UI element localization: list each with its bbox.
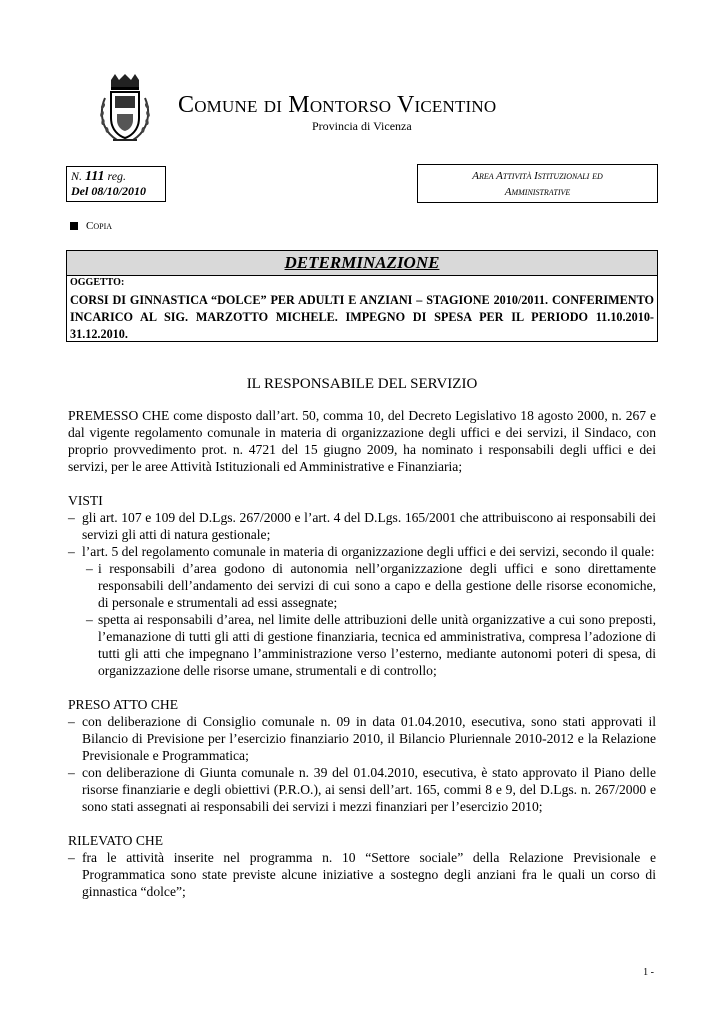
- preso-atto-item-1: con deliberazione di Consiglio comunale n. 09 in data 01.04.2010, esecutiva, sono stati approvati il Bilancio di Previsione per l’esercizio finanziario 2010, il Bilancio Pluriennale 2010-2012 e la Relazione Previsionale e Programmatica;: [82, 714, 656, 763]
- responsabile-heading: IL RESPONSABILE DEL SERVIZIO: [246, 376, 478, 392]
- registry-reg-label: reg.: [107, 169, 127, 183]
- visti-item-1: gli art. 107 e 109 del D.Lgs. 267/2000 e l’art. 4 del D.Lgs. 165/2001 che attribuiscono ai responsabili dei servizi gli atti di natura gestionale;: [82, 510, 656, 542]
- registry-n-label: N.: [71, 169, 83, 183]
- preso-atto-heading: PRESO ATTO CHE: [68, 697, 179, 712]
- rilevato-heading: RILEVATO CHE: [68, 833, 164, 848]
- dash-bullet: –: [68, 510, 75, 525]
- oggetto-label: OGGETTO:: [70, 277, 125, 288]
- dash-bullet: –: [68, 544, 75, 559]
- dash-bullet: –: [86, 612, 93, 627]
- determinazione-box: [66, 250, 658, 342]
- list-subitem: [86, 560, 656, 611]
- copia-marker: [70, 220, 112, 232]
- premesso-paragraph: PREMESSO CHE come disposto dall’art. 50, comma 10, del Decreto Legislativo 18 agosto 2000, n. 267 e dal vigente regolamento comunale in materia di organizzazione degli uffici e dei servizi, il Sindaco, con proprio provvedimento prot. n. 4721 del 15 giugno 2009, ha nominato i responsabili degli uffici e dei servizi, per le aree Attività Istituzionali ed Amministrative e Finanziaria;: [68, 408, 656, 474]
- list-subitem: [86, 611, 656, 679]
- comune-title: Comune di Montorso Vicentino: [178, 92, 497, 118]
- square-bullet-icon: [70, 222, 78, 230]
- determinazione-title: DETERMINAZIONE: [67, 251, 657, 276]
- visti-sub-2: spetta ai responsabili d’area, nel limite delle attribuzioni delle unità organizzative a cui sono preposti, l’emanazione di tutti gli atti di gestione finanziaria, tecnica ed amministrativa, compresa l’adozione di tutti gli atti che impegnano l’amministrazione verso l’esterno, mediante autonomi poteri di spesa, di organizzazione delle risorse umane, strumentali e di controllo;: [98, 612, 656, 678]
- list-item: [68, 713, 656, 764]
- document-body: [68, 407, 656, 900]
- visti-sub-1: i responsabili d’area godono di autonomia nell’organizzazione degli uffici e sono direttamente responsabili dell’andamento dei servizi di cui sono a capo e della gestione delle risorse economiche, di personale e strumentali ad essi assegnate;: [98, 561, 656, 610]
- provincia-label: Provincia di Vicenza: [312, 119, 412, 133]
- list-item: [68, 764, 656, 815]
- area-line1: Area Attività Istituzionali ed: [472, 170, 603, 182]
- visti-heading: VISTI: [68, 493, 103, 508]
- dash-bullet: –: [68, 765, 75, 780]
- copia-label: Copia: [86, 220, 113, 232]
- page-number: 1 -: [643, 967, 654, 978]
- list-item: [68, 849, 656, 900]
- registry-box: [66, 166, 166, 202]
- visti-item-2: l’art. 5 del regolamento comunale in materia di organizzazione degli uffici e dei servizi, secondo il quale:: [82, 544, 655, 559]
- rilevato-item-1: fra le attività inserite nel programma n. 10 “Settore sociale” della Relazione Previsionale e Programmatica sono state previste alcune iniziative a sostegno degli anziani fra le quali un corso di ginnastica “dolce”;: [82, 850, 656, 899]
- area-box: [417, 164, 658, 203]
- registry-number: 111: [85, 169, 105, 184]
- oggetto-subject: CORSI DI GINNASTICA “DOLCE” PER ADULTI E ANZIANI – STAGIONE 2010/2011. CONFERIMENTO INCARICO AL SIG. MARZOTTO MICHELE. IMPEGNO DI SPESA PER IL PERIODO 11.10.2010-31.12.2010.: [70, 293, 654, 341]
- municipal-crest-icon: [97, 74, 153, 146]
- dash-bullet: –: [68, 714, 75, 729]
- dash-bullet: –: [68, 850, 75, 865]
- list-item: [68, 509, 656, 543]
- area-line2: Amministrative: [504, 186, 571, 198]
- registry-date: Del 08/10/2010: [71, 184, 146, 198]
- list-item: [68, 543, 656, 560]
- dash-bullet: –: [86, 561, 93, 576]
- preso-atto-item-2: con deliberazione di Giunta comunale n. 39 del 01.04.2010, esecutiva, è stato approvato il Piano delle risorse finanziarie e degli obiettivi (P.R.O.), ai sensi dell’art. 165, commi 8 e 9, del D.Lgs. n. 267/2000 e sono stati assegnati ai responsabili dei servizi i mezzi finanziari per l’esercizio 2010;: [82, 765, 656, 814]
